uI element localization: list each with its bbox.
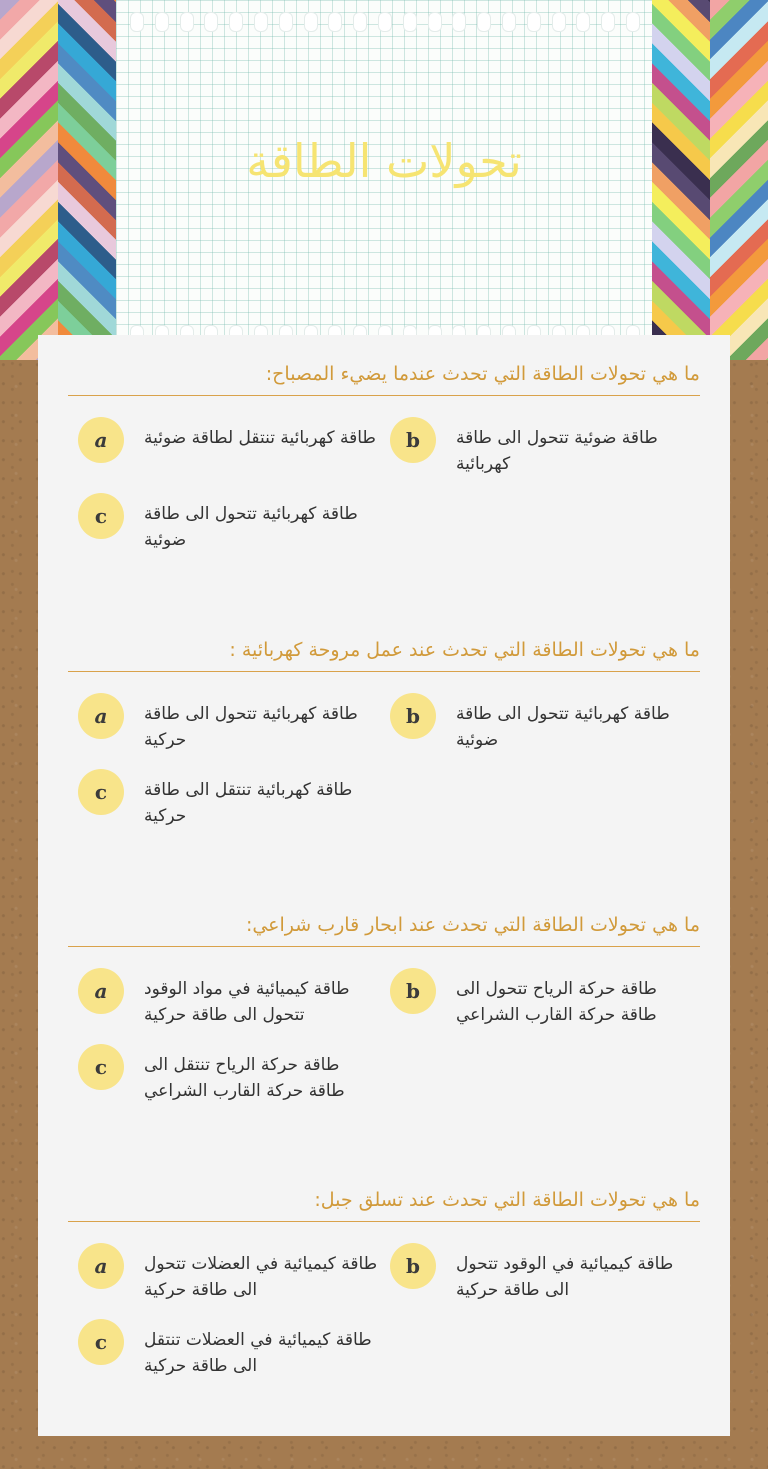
option-text: طاقة كيميائية في مواد الوقود تتحول الى طاقة حركية [144, 979, 350, 1025]
option-text: طاقة كهربائية تنتقل لطاقة ضوئية [144, 428, 376, 448]
option-letter-badge: c [78, 1044, 124, 1090]
option-letter-badge: a [78, 417, 124, 463]
option-letter-badge: b [390, 417, 436, 463]
divider [68, 1221, 700, 1222]
header-banner [0, 0, 768, 360]
question-text: ما هي تحولات الطاقة التي تحدث عند ابحار قارب شراعي: [245, 914, 700, 936]
question-text: ما هي تحولات الطاقة التي تحدث عند عمل مروحة كهربائية : [229, 639, 700, 661]
option-a[interactable] [68, 417, 380, 477]
question-block [68, 1179, 700, 1376]
option-a[interactable] [68, 693, 380, 753]
divider [68, 395, 700, 396]
option-text: طاقة حركة الرياح تتحول الى طاقة حركة القارب الشراعي [456, 979, 657, 1025]
option-b[interactable] [380, 1243, 692, 1303]
notebook-holes-top [130, 12, 640, 32]
option-c[interactable] [68, 1319, 380, 1379]
question-text: ما هي تحولات الطاقة التي تحدث عندما يضيء المصباح: [265, 363, 700, 385]
option-b[interactable] [380, 693, 692, 753]
option-letter-badge: a [78, 693, 124, 739]
divider [68, 671, 700, 672]
question-text: ما هي تحولات الطاقة التي تحدث عند تسلق جبل: [314, 1189, 700, 1211]
option-text: طاقة كيميائية في العضلات تنتقل الى طاقة حركية [144, 1330, 372, 1376]
option-letter-badge: c [78, 1319, 124, 1365]
option-text: طاقة كهربائية تتحول الى طاقة ضوئية [144, 504, 358, 550]
option-a[interactable] [68, 968, 380, 1028]
option-c[interactable] [68, 493, 380, 553]
divider [68, 946, 700, 947]
option-letter-badge: c [78, 493, 124, 539]
option-c[interactable] [68, 769, 380, 829]
option-b[interactable] [380, 417, 692, 477]
option-letter-badge: a [78, 968, 124, 1014]
option-text: طاقة كيميائية في الوقود تتحول الى طاقة حركية [456, 1254, 674, 1300]
option-letter-badge: b [390, 693, 436, 739]
option-text: طاقة كهربائية تتحول الى طاقة ضوئية [456, 704, 670, 750]
option-text: طاقة كيميائية في العضلات تتحول الى طاقة حركية [144, 1254, 378, 1300]
option-c[interactable] [68, 1044, 380, 1104]
option-letter-badge: b [390, 968, 436, 1014]
chevron-pattern-right [652, 0, 768, 360]
option-letter-badge: c [78, 769, 124, 815]
page-title: تحولات الطاقة [246, 134, 522, 188]
option-letter-badge: a [78, 1243, 124, 1289]
option-b[interactable] [380, 968, 692, 1028]
question-block [68, 904, 700, 1101]
option-text: طاقة كهربائية تتحول الى طاقة حركية [144, 704, 358, 750]
question-block [68, 353, 700, 550]
chevron-pattern-left [0, 0, 116, 360]
option-text: طاقة كهربائية تنتقل الى طاقة حركية [144, 780, 353, 826]
option-a[interactable] [68, 1243, 380, 1303]
question-block [68, 629, 700, 826]
option-letter-badge: b [390, 1243, 436, 1289]
quiz-panel [38, 335, 730, 1436]
option-text: طاقة ضوئية تتحول الى طاقة كهربائية [456, 428, 658, 474]
option-text: طاقة حركة الرياح تنتقل الى طاقة حركة القارب الشراعي [144, 1055, 345, 1101]
